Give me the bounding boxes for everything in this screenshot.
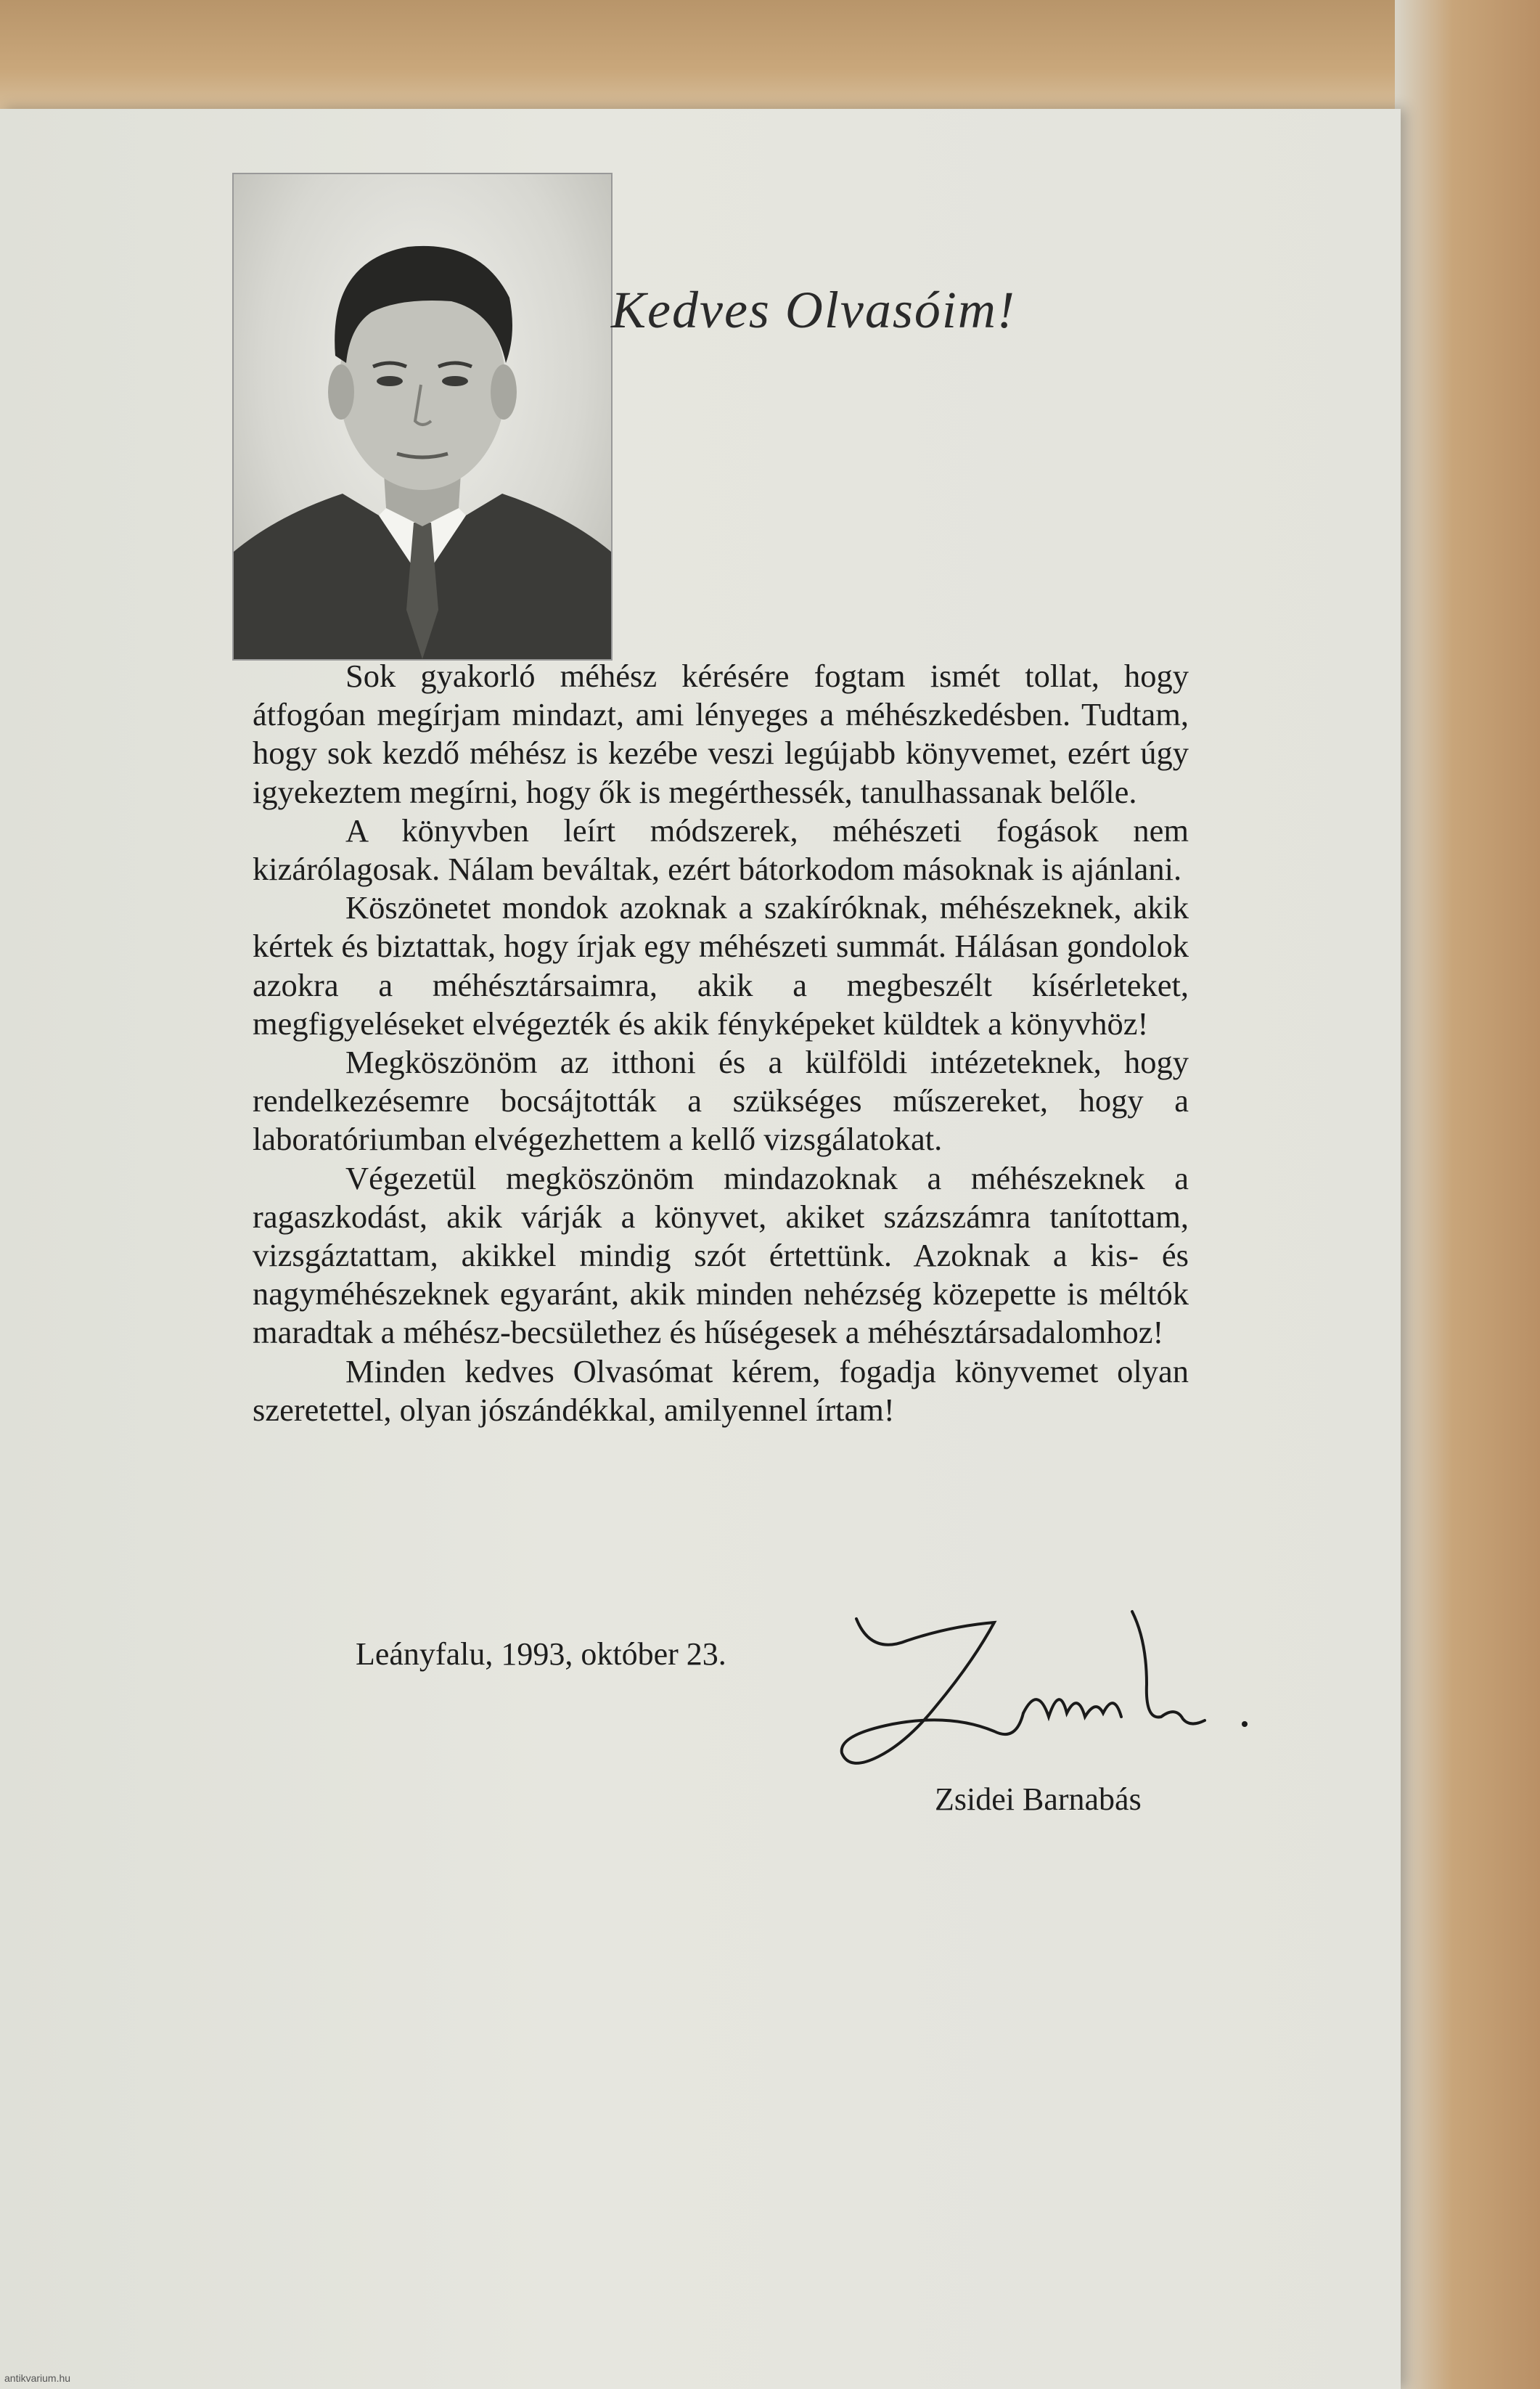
table-background-top [0, 0, 1540, 116]
place-date: Leányfalu, 1993, október 23. [356, 1636, 726, 1672]
paragraph: Köszönetet mondok azoknak a szakíróknak, méhészeknek, akik kértek és biztattak, hogy írjak egy méhészeti summát. Hálásan gondolok azokra a méhésztársaimra, akik a megbeszélt kísérleteket, megfigyeléseket elvégezték és akik fényképeket küldtek a könyvhöz! [253, 889, 1189, 1042]
paragraph: Megköszönöm az itthoni és a külföldi intézeteknek, hogy rendelkezésemre bocsájtották a szükséges műszereket, hogy a laboratóriumban elvégezhettem a kellő vizsgálatokat. [253, 1044, 1189, 1158]
paragraph: A könyvben leírt módszerek, méhészeti fogások nem kizárólagosak. Nálam beváltak, ezért bátorkodom másoknak is ajánlani. [253, 812, 1189, 888]
paragraph: Minden kedves Olvasómat kérem, fogadja könyvemet olyan szeretettel, olyan jószándékkal, amilyennel írtam! [253, 1352, 1189, 1428]
paragraph: Végezetül megköszönöm mindazoknak a méhészeknek a ragaszkodást, akik várják a könyvet, akiket százszámra tanítottam, vizsgáztattam, akikkel mindig szót értettünk. Azoknak a kis- és nagyméhészeknek egyaránt, akik minden nehézség közepette is méltók maradtak a méhész-becsülethez és hűségesek a méhésztársadalomhoz! [253, 1159, 1189, 1351]
letter-body [253, 657, 1189, 1429]
letter-heading: Kedves Olvasóim! [611, 281, 1016, 339]
author-portrait-photo [232, 173, 613, 661]
watermark-text: antikvarium.hu [4, 2372, 71, 2384]
table-background-right [1395, 0, 1540, 2389]
portrait-illustration [234, 174, 611, 659]
author-name: Zsidei Barnabás [935, 1781, 1142, 1817]
handwritten-signature [827, 1597, 1299, 1786]
paragraph: Sok gyakorló méhész kérésére fogtam ismét tollat, hogy átfogóan megírjam mindazt, ami lényeges a méhészkedésben. Tudtam, hogy sok kezdő méhész is kezébe veszi legújabb könyvemet, ezért úgy igyekeztem megírni, hogy ők is megérthessék, tanulhassanak belőle. [253, 658, 1189, 810]
